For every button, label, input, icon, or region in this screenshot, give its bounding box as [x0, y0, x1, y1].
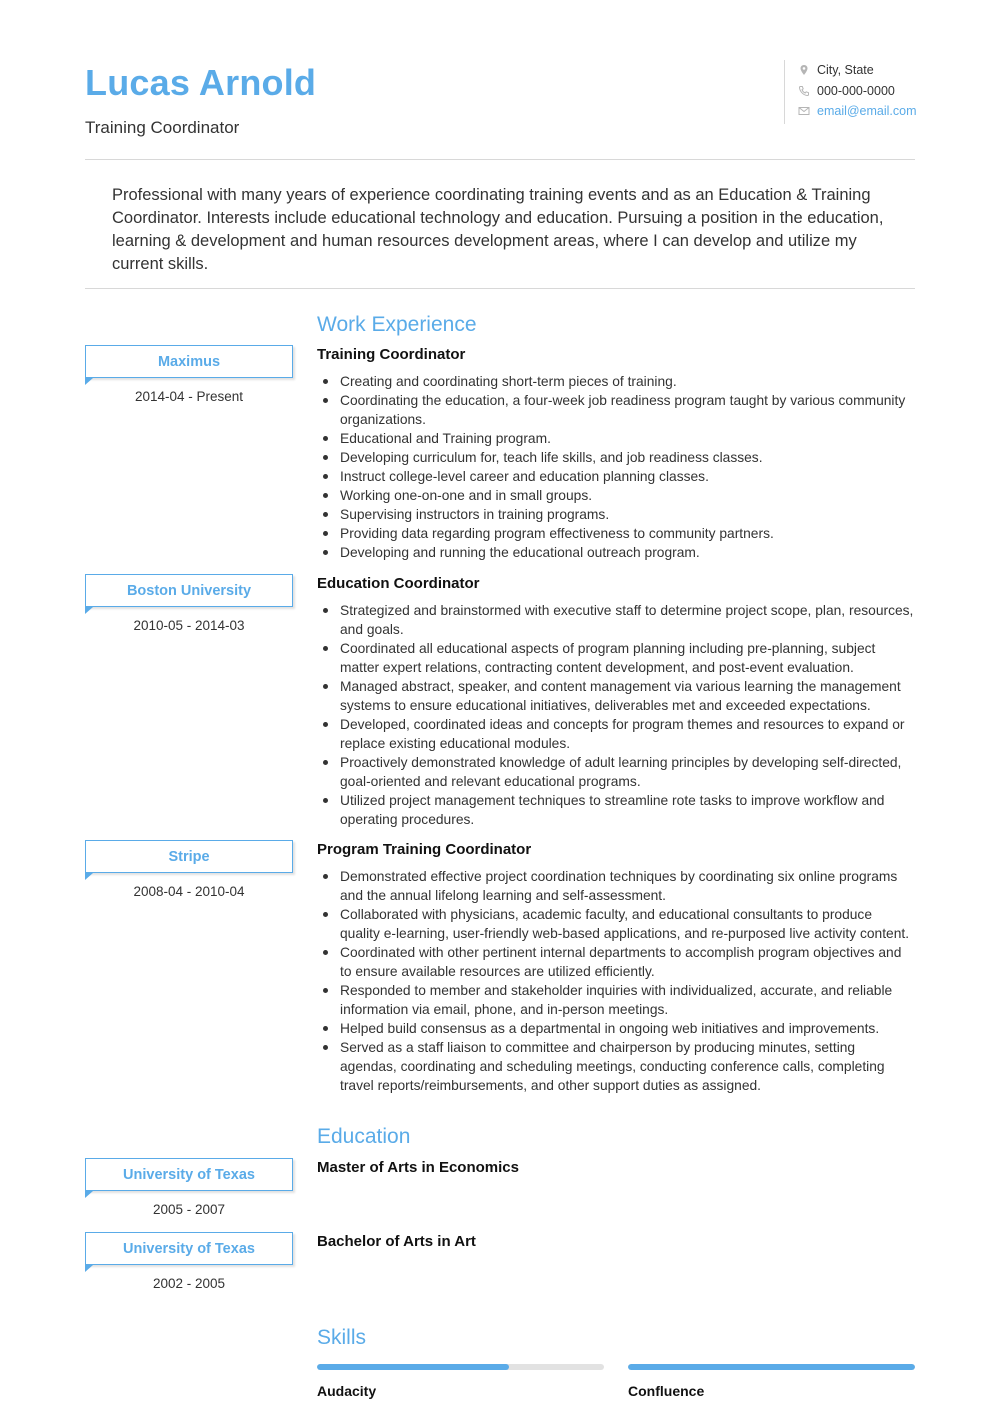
bullet-item: Coordinated with other pertinent internal departments to accomplish program objectives and to ensure available resources are utilized efficiently. — [317, 943, 915, 981]
bullet-item: Coordinated all educational aspects of program planning including pre-planning, subject matter expert relations, contracting content development, and post-event evaluation. — [317, 639, 915, 677]
contact-phone — [797, 81, 937, 102]
phone-icon — [797, 84, 811, 98]
bullet-item: Working one-on-one and in small groups. — [317, 486, 915, 505]
bullet-item: Developing curriculum for, teach life skills, and job readiness classes. — [317, 448, 915, 467]
candidate-name: Lucas Arnold — [85, 62, 317, 103]
job-title: Education Coordinator — [317, 575, 480, 592]
header-divider — [85, 159, 915, 160]
phone-text: 000-000-0000 — [817, 83, 895, 98]
job-title: Program Training Coordinator — [317, 841, 532, 858]
bullet-item: Collaborated with physicians, academic faculty, and educational consultants to produce quality e-learning, user-friendly web-based applications, and re-purposed live activity content. — [317, 905, 915, 943]
company-tag: Stripe — [85, 840, 293, 873]
job-dates: 2010-05 - 2014-03 — [133, 618, 245, 633]
envelope-icon — [797, 104, 811, 118]
contact-email[interactable] — [797, 101, 937, 122]
job-bullets — [317, 372, 915, 562]
summary-divider — [85, 288, 915, 289]
location-text: City, State — [817, 63, 874, 78]
school-tag: University of Texas — [85, 1232, 293, 1265]
bullet-item: Proactively demonstrated knowledge of adult learning principles by developing self-directed, goal-oriented and relevant educational programs. — [317, 753, 915, 791]
company-tag: Maximus — [85, 345, 293, 378]
candidate-title: Training Coordinator — [85, 118, 240, 137]
bullet-item: Developed, coordinated ideas and concepts for program themes and resources to expand or replace existing educational modules. — [317, 715, 915, 753]
skill-level-bar — [317, 1364, 604, 1370]
bullet-item: Coordinating the education, a four-week job readiness program taught by various community organizations. — [317, 391, 915, 429]
company-tag: Boston University — [85, 574, 293, 607]
job-dates: 2008-04 - 2010-04 — [133, 884, 245, 899]
education-dates: 2002 - 2005 — [152, 1276, 226, 1291]
bullet-item: Helped build consensus as a departmental in ongoing web initiatives and improvements. — [317, 1019, 915, 1038]
job-bullets — [317, 867, 915, 1095]
bullet-item: Responded to member and stakeholder inquiries with individualized, accurate, and reliable information via email, phone, and in-person meetings. — [317, 981, 915, 1019]
skill-level-fill — [317, 1364, 509, 1370]
section-title-work-experience: Work Experience — [317, 313, 477, 336]
bullet-item: Instruct college-level career and education planning classes. — [317, 467, 915, 486]
bullet-item: Utilized project management techniques to streamline rote tasks to improve workflow and operating procedures. — [317, 791, 915, 829]
bullet-item: Demonstrated effective project coordination techniques by coordinating six online programs and the annual lifelong learning and self-assessment. — [317, 867, 915, 905]
contact-block — [784, 60, 937, 124]
email-link[interactable]: email@email.com — [817, 104, 917, 119]
job-title: Training Coordinator — [317, 346, 466, 363]
location-pin-icon — [797, 63, 811, 77]
skill-name: Confluence — [628, 1383, 705, 1399]
bullet-item: Supervising instructors in training programs. — [317, 505, 915, 524]
job-dates: 2014-04 - Present — [134, 389, 244, 404]
education-dates: 2005 - 2007 — [152, 1202, 226, 1217]
section-title-skills: Skills — [317, 1326, 367, 1349]
bullet-item: Developing and running the educational outreach program. — [317, 543, 915, 562]
school-tag: University of Texas — [85, 1158, 293, 1191]
bullet-item: Strategized and brainstormed with executive staff to determine project scope, plan, resources, and goals. — [317, 601, 915, 639]
degree-title: Master of Arts in Economics — [317, 1159, 519, 1176]
skill-level-bar — [628, 1364, 915, 1370]
bullet-item: Educational and Training program. — [317, 429, 915, 448]
section-title-education: Education — [317, 1125, 411, 1148]
bullet-item: Creating and coordinating short-term pieces of training. — [317, 372, 915, 391]
degree-title: Bachelor of Arts in Art — [317, 1233, 476, 1250]
job-bullets — [317, 601, 915, 829]
contact-location — [797, 60, 937, 81]
skill-name: Audacity — [317, 1383, 377, 1399]
profile-summary: Professional with many years of experience coordinating training events and as an Education & Training Coordinator. Interests include educational technology and education. Pursuing a position in the education, learning & development and human resources development areas, where I can develop and utilize my current skills. — [112, 186, 884, 273]
bullet-item: Managed abstract, speaker, and content management via various learning the management systems to ensure educational initiatives, deliverables met and exceeded expectations. — [317, 677, 915, 715]
bullet-item: Providing data regarding program effectiveness to community partners. — [317, 524, 915, 543]
bullet-item: Served as a staff liaison to committee and chairperson by producing minutes, setting agendas, coordinating and scheduling meetings, conducting conference calls, completing travel reports/reimbursements, and other support duties as assigned. — [317, 1038, 915, 1095]
skill-level-fill — [628, 1364, 915, 1370]
